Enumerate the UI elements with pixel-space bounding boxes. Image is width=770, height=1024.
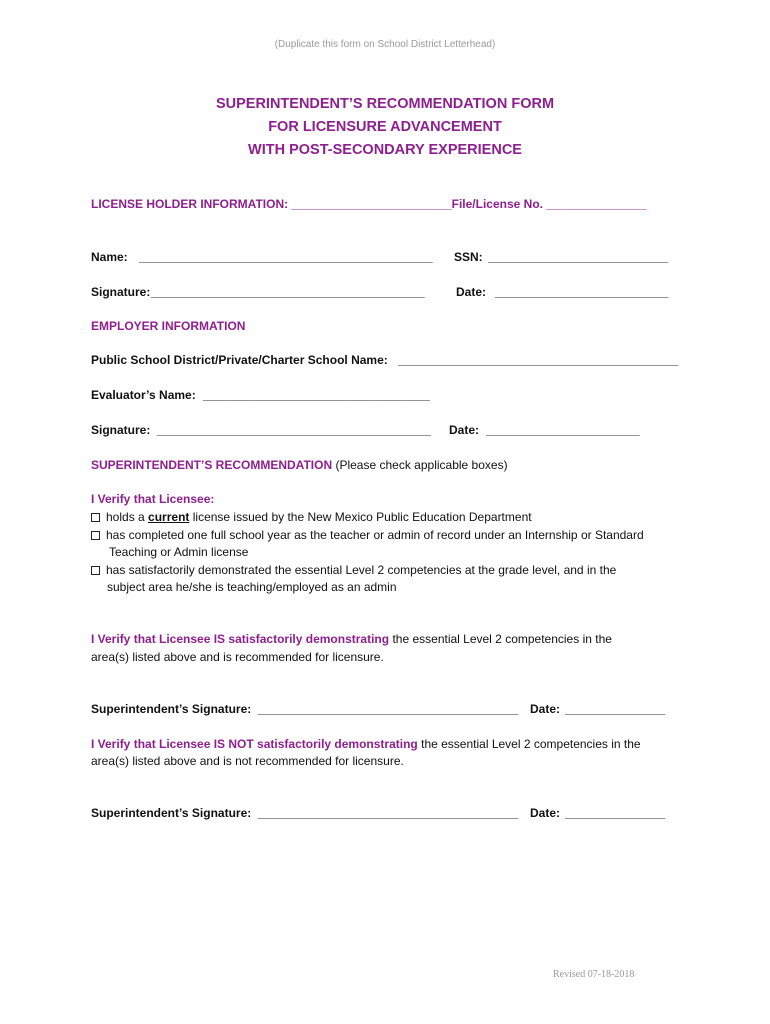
school-name-label: Public School District/Private/Charter School Name: bbox=[91, 353, 388, 367]
employer-signature-label: Signature: bbox=[91, 423, 151, 437]
revision-date: Revised 07-18-2018 bbox=[553, 969, 635, 980]
check-item-competencies bbox=[91, 563, 616, 577]
is-not-sig-label: Superintendent’s Signature: bbox=[91, 806, 252, 820]
is-verify-rest: the essential Level 2 competencies in the bbox=[392, 632, 612, 646]
holder-signature-field[interactable]: _________________________________________ bbox=[151, 285, 425, 299]
item3-line2: subject area he/she is teaching/employed as an admin bbox=[107, 580, 397, 594]
is-sig-field[interactable]: _______________________________________ bbox=[258, 702, 519, 716]
item2-line1: has completed one full school year as the teacher or admin of record under an Internship or Standard bbox=[106, 528, 644, 542]
license-holder-label: LICENSE HOLDER INFORMATION: bbox=[91, 197, 289, 211]
license-holder-blank[interactable]: ________________________ bbox=[291, 197, 452, 211]
is-date-label: Date: bbox=[530, 702, 561, 716]
is-not-verify-rest: the essential Level 2 competencies in the bbox=[421, 737, 641, 751]
evaluator-name-label: Evaluator’s Name: bbox=[91, 388, 196, 402]
employer-date-label: Date: bbox=[449, 423, 480, 437]
evaluator-name-field[interactable]: __________________________________ bbox=[203, 388, 430, 402]
is-not-verify-lead: I Verify that Licensee IS NOT satisfactorily demonstrating bbox=[91, 737, 418, 751]
employer-heading: EMPLOYER INFORMATION bbox=[91, 319, 246, 333]
is-not-date-label: Date: bbox=[530, 806, 561, 820]
form-title-line-2: FOR LICENSURE ADVANCEMENT bbox=[268, 119, 502, 135]
is-not-verify-line-2: area(s) listed above and is not recommended for licensure. bbox=[91, 754, 404, 768]
ssn-field[interactable]: ___________________________ bbox=[488, 250, 669, 264]
verify-label: I Verify that Licensee: bbox=[91, 492, 215, 506]
item3-line1: has satisfactorily demonstrated the essential Level 2 competencies at the grade level, and in the bbox=[106, 563, 617, 577]
check-item-current-license bbox=[91, 510, 532, 524]
form-title-line-1: SUPERINTENDENT’S RECOMMENDATION FORM bbox=[215, 96, 555, 112]
is-verify-lead: I Verify that Licensee IS satisfactorily demonstrating bbox=[91, 632, 390, 646]
item1-pre: holds a bbox=[106, 510, 145, 524]
item2-line2: Teaching or Admin license bbox=[109, 545, 249, 559]
ssn-label: SSN: bbox=[454, 250, 483, 264]
name-field[interactable]: ____________________________________________ bbox=[139, 250, 433, 264]
item1-post: license issued by the New Mexico Public Education Department bbox=[192, 510, 532, 524]
checkbox-current-license[interactable] bbox=[91, 513, 100, 522]
school-name-field[interactable]: __________________________________________ bbox=[398, 353, 679, 367]
letterhead-note: (Duplicate this form on School District Letterhead) bbox=[274, 39, 496, 50]
item1-current: current bbox=[148, 510, 190, 524]
is-verify-line-2: area(s) listed above and is recommended for licensure. bbox=[91, 650, 384, 664]
check-item-full-year bbox=[91, 528, 644, 542]
is-not-date-field[interactable]: _______________ bbox=[565, 806, 666, 820]
license-holder-row bbox=[91, 197, 646, 211]
recommendation-heading: SUPERINTENDENT’S RECOMMENDATION bbox=[91, 458, 333, 472]
employer-signature-field[interactable]: _________________________________________ bbox=[157, 423, 431, 437]
is-sig-label: Superintendent’s Signature: bbox=[91, 702, 252, 716]
is-not-sig-field[interactable]: _______________________________________ bbox=[258, 806, 519, 820]
holder-date-label: Date: bbox=[456, 285, 487, 299]
name-label: Name: bbox=[91, 250, 128, 264]
recommendation-note: (Please check applicable boxes) bbox=[335, 458, 508, 472]
is-date-field[interactable]: _______________ bbox=[565, 702, 666, 716]
file-license-label: File/License No. bbox=[451, 197, 543, 211]
checkbox-competencies[interactable] bbox=[91, 566, 100, 575]
recommendation-heading-row bbox=[91, 458, 508, 472]
checkbox-full-year[interactable] bbox=[91, 531, 100, 540]
is-not-verify-line-1 bbox=[91, 737, 641, 751]
holder-signature-label: Signature: bbox=[91, 285, 151, 299]
is-verify-line-1 bbox=[91, 632, 612, 646]
holder-date-field[interactable]: __________________________ bbox=[495, 285, 669, 299]
employer-date-field[interactable]: _______________________ bbox=[486, 423, 640, 437]
file-license-blank[interactable]: _______________ bbox=[546, 197, 647, 211]
form-title-line-3: WITH POST-SECONDARY EXPERIENCE bbox=[248, 142, 522, 158]
